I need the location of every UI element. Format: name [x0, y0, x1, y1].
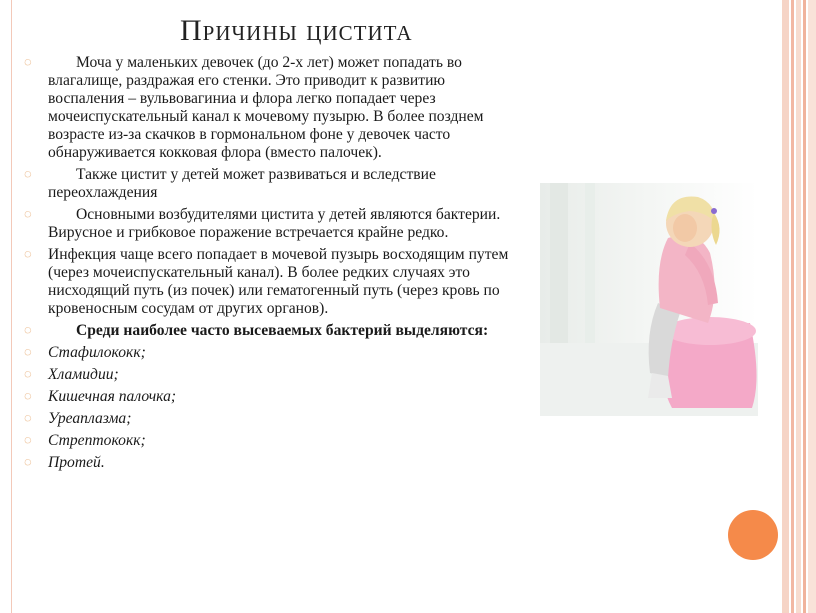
list-item: [24, 206, 524, 242]
list-item-text: Протей.: [48, 454, 105, 471]
hollow-circle-bullet-icon: ◌: [24, 246, 32, 261]
list-item: [24, 166, 524, 202]
list-item: [24, 366, 524, 384]
list-item-text: Инфекция чаще всего попадает в мочевой пузырь восходящим путем (через мочеиспускательный канал). В более редких случаях это нисходящий путь (из почек) или гематогенный путь (через кровь по кровеносным сосудам от других органов).: [48, 246, 509, 317]
list-item-text: Стрептококк;: [48, 432, 146, 449]
hollow-circle-bullet-icon: ◌: [24, 366, 32, 381]
list-item-text: Также цистит у детей может развиваться и вследствие переохлаждения: [48, 166, 436, 201]
list-item-text: Хламидии;: [48, 366, 119, 383]
hollow-circle-bullet-icon: ◌: [24, 54, 32, 69]
list-item: [24, 246, 524, 318]
list-item: [24, 432, 524, 450]
list-item: [24, 388, 524, 406]
list-item-text: Кишечная палочка;: [48, 388, 177, 405]
list-item: [24, 322, 524, 340]
right-decorative-stripes: [782, 0, 816, 613]
list-item: [24, 54, 524, 162]
list-item: [24, 454, 524, 472]
orange-circle-decoration: [728, 510, 778, 560]
hollow-circle-bullet-icon: ◌: [24, 454, 32, 469]
hollow-circle-bullet-icon: ◌: [24, 322, 32, 337]
slide-title: Причины цистита: [180, 14, 413, 47]
hollow-circle-bullet-icon: ◌: [24, 166, 32, 181]
hollow-circle-bullet-icon: ◌: [24, 206, 32, 221]
list-item-text: Уреаплазма;: [48, 410, 132, 427]
girl-on-potty-photo: [540, 183, 758, 416]
left-decorative-rule: [11, 0, 12, 613]
hollow-circle-bullet-icon: ◌: [24, 410, 32, 425]
hollow-circle-bullet-icon: ◌: [24, 388, 32, 403]
list-item: [24, 410, 524, 428]
hollow-circle-bullet-icon: ◌: [24, 344, 32, 359]
bullet-list: [24, 54, 524, 476]
list-item: [24, 344, 524, 362]
list-item-text: Среди наиболее часто высеваемых бактерий выделяются:: [76, 322, 489, 339]
list-item-text: Основными возбудителями цистита у детей являются бактерии. Вирусное и грибковое поражение встречается крайне редко.: [48, 206, 501, 241]
list-item-text: Моча у маленьких девочек (до 2-х лет) может попадать во влагалище, раздражая его стенки. Это приводит к развитию воспаления – вульвовагиниа и флора легко попадает через мочеиспускательный канал к мочевому пузырю. В более позднем возрасте из-за скачков в гормональном фоне у девочек часто обнаруживается кокковая флора (вместо палочек).: [48, 54, 484, 161]
hollow-circle-bullet-icon: ◌: [24, 432, 32, 447]
list-item-text: Стафилококк;: [48, 344, 146, 361]
